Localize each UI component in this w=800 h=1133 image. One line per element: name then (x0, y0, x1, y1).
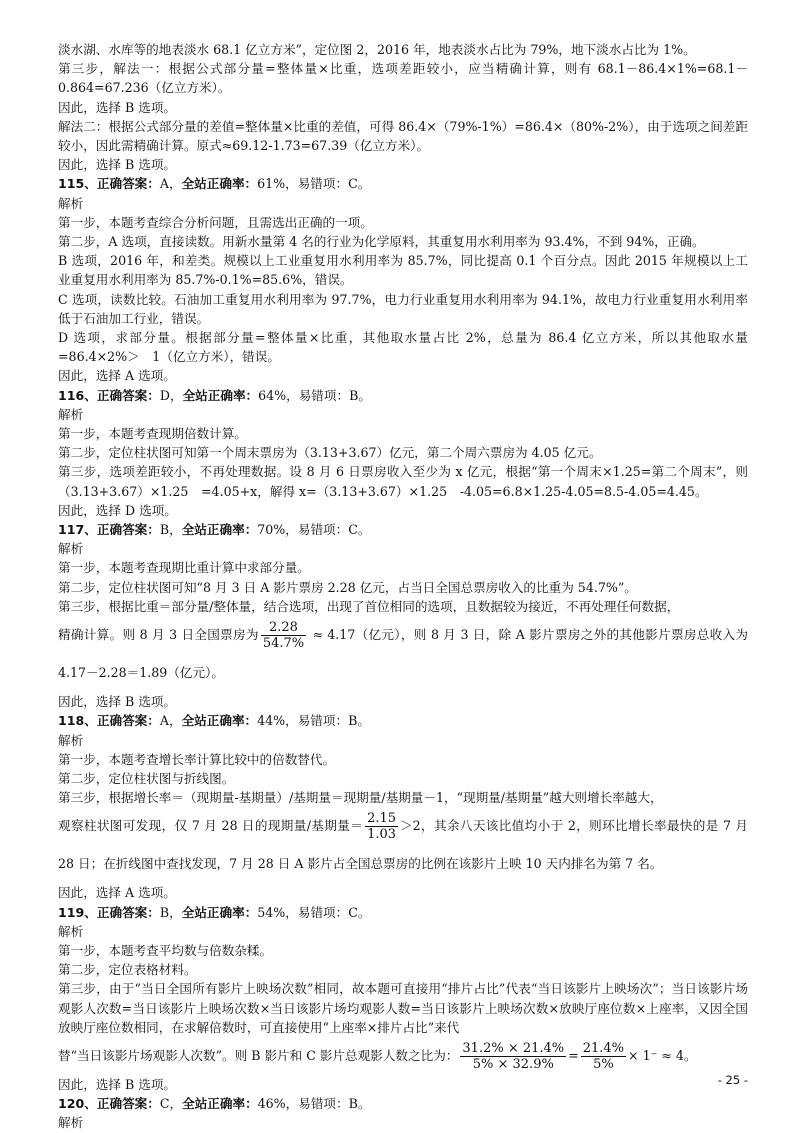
question-119-header: 119、正确答案：B，全站正确率：54%，易错项：C。 (58, 904, 371, 920)
text-line: 解法二：根据公式部分量的差值=整体量×比重的差值，可得 86.4×（79%-1%）=86.4×（80%-2%），由于选项之间差距较小，因此需精确计算。原式≈69.12-1.73=67.39（亿立方米）。 (58, 118, 748, 154)
text-line: 第三步，由于“当日全国所有影片上映场次数”相同，故本题可直接用“排片占比”代表“当日该影片上映场次”；当日该影片场观影人次数=当日该影片上映场次数×当日该影片场均观影人数=当日该影片上映场次数×放映厅座位数×上座率，又因全国放映厅座位数相同，在求解倍数时，可直接使用“上座率×排片占比”来代 (58, 981, 748, 1035)
text-line: 因此，选择 B 选项。 (58, 99, 177, 115)
text-line: 第二步，定位柱状图可知第一个周末票房为（3.13+3.67）亿元，第二个周六票房为 4.05 亿元。 (58, 445, 602, 461)
text-line-with-fraction: 观察柱状图可发现，仅 7 月 28 日的现期量/基期量＝ $\frac{2.15}{1.03}$ ＞2，其余八天该比值均小于 2，则环比增长率最快的是 7 月 28 日；在折线图中查找发现，7 月 28 日 A 影片占全国总票房的比例在该影片上映 10 天内排名为第 7 名。 (58, 811, 748, 872)
question-118-header: 118、正确答案：A，全站正确率：44%，易错项：B。 (58, 713, 370, 729)
jiexi-label: 解析 (58, 923, 84, 939)
fraction: $\frac{2.15}{1.03}$ (367, 811, 397, 843)
text-line: 淡水湖、水库等的地表淡水 68.1 亿立方米”，定位图 2，2016 年，地表淡水占比为 79%，地下淡水占比为 1%。 (58, 42, 696, 57)
text-line: 因此，选择 D 选项。 (58, 502, 177, 518)
text-line: 第三步，根据增长率＝（现期量-基期量）/基期量＝现期量/基期量－1，“现期量/基期量”越大则增长率越大， (58, 790, 663, 806)
text-line: 第三步，根据比重＝部分量/整体量，结合选项，出现了首位相同的选项，且数据较为接近，不再处理任何数据， (58, 598, 680, 614)
question-117-header: 117、正确答案：B，全站正确率：70%，易错项：C。 (58, 522, 371, 538)
text-line: D 选项，求部分量。根据部分量=整体量×比重，其他取水量占比 2%，总量为 86.4 亿立方米，所以其他取水量=86.4×2%＞ 1（亿立方米），错误。 (58, 330, 748, 365)
text-line: 因此，选择 A 选项。 (58, 885, 176, 901)
text-line: 第二步，定位柱状图与折线图。 (58, 770, 235, 786)
text-line: 因此，选择 A 选项。 (58, 368, 176, 384)
text-line: 因此，选择 B 选项。 (58, 694, 177, 710)
text-line: 第一步，本题考查综合分析问题，且需选出正确的一项。 (58, 214, 373, 230)
text-line: B 选项，2016 年，和差类。规模以上工业重复用水利用率为 85.7%，同比提高 0.1 个百分点。因此 2015 年规模以上工业重复用水利用率为 85.7%-0.1%=85.6%，错误。 (58, 253, 748, 288)
text-line: 第一步，本题考查现期倍数计算。 (58, 426, 247, 442)
text-line: 第一步，本题考查平均数与倍数杂糅。 (58, 942, 273, 958)
question-116-header: 116、正确答案：D，全站正确率：64%，易错项：B。 (58, 387, 371, 403)
question-115-header: 115、正确答案：A，全站正确率：61%，易错项：C。 (58, 176, 371, 192)
fraction: $\frac{21.4\%}{5\%}$ (582, 1040, 625, 1072)
page-number: - 25 - (717, 1073, 748, 1087)
text-line: C 选项，读数比较。石油加工重复用水利用率为 97.7%，电力行业重复用水利用率为 94.1%，故电力行业重复用水利用率低于石油加工行业，错误。 (58, 291, 748, 326)
fraction: $\frac{2.28}{54.7\%}$ (262, 620, 305, 652)
text-line: 第一步，本题考查现期比重计算中求部分量。 (58, 560, 310, 576)
text-line: 第二步，定位表格材料。 (58, 962, 197, 978)
text-line: 因此，选择 B 选项。 (58, 157, 177, 173)
text-line: 第三步，选项差距较小，不再处理数据。设 8 月 6 日票房收入至少为 x 亿元，根据“第一个周末×1.25=第二个周末”，则（3.13+3.67）×1.25 =4.05+x，解得 x=（3.13+3.67）×1.25 -4.05=6.8×1.25-4.05=8.5-4.05=4.45。 (58, 464, 748, 499)
text-line: 第二步，A 选项，直接读数。用新水量第 4 名的行业为化学原料，其重复用水利用率为 93.4%，不到 94%，正确。 (58, 234, 705, 250)
text-line: 因此，选择 B 选项。 (58, 1076, 177, 1092)
fraction: $\frac{31.2\% \times 21.4\%}{5\% \times 32.9\%}$ (462, 1040, 565, 1072)
jiexi-label: 解析 (58, 1115, 84, 1131)
text-line: 第一步，本题考查增长率计算比较中的倍数替代。 (58, 751, 336, 767)
text-line: 第三步，解法一：根据公式部分量=整体量×比重，选项差距较小，应当精确计算，则有 68.1－86.4×1%=68.1－0.864=67.236（亿立方米）。 (58, 61, 748, 96)
jiexi-label: 解析 (58, 541, 84, 557)
text-line-with-fraction: 精确计算。则 8 月 3 日全国票房为 $\frac{2.28}{54.7\%}$ ≈ 4.17（亿元），则 8 月 3 日，除 A 影片票房之外的其他影片票房总收入为 4.17－2.28＝1.89（亿元）。 (58, 620, 749, 681)
question-120-header: 120、正确答案：C，全站正确率：46%，易错项：B。 (58, 1096, 371, 1112)
text-line-with-fraction: 替“当日该影片场观影人次数”。则 B 影片和 C 影片总观影人数之比为： $\frac{31.2\% \times 21.4\%}{5\% \times 32.9\%}$ = $\frac{21.4\%}{5\%}$ × 1⁻ ≈ 4。 (58, 1040, 697, 1072)
jiexi-label: 解析 (58, 406, 84, 422)
jiexi-label: 解析 (58, 732, 84, 748)
answer-explanation-page (58, 40, 748, 1133)
text-line: 第二步，定位柱状图可知“8 月 3 日 A 影片票房 2.28 亿元，占当日全国总票房收入的比重为 54.7%”。 (58, 579, 637, 595)
jiexi-label: 解析 (58, 195, 84, 211)
